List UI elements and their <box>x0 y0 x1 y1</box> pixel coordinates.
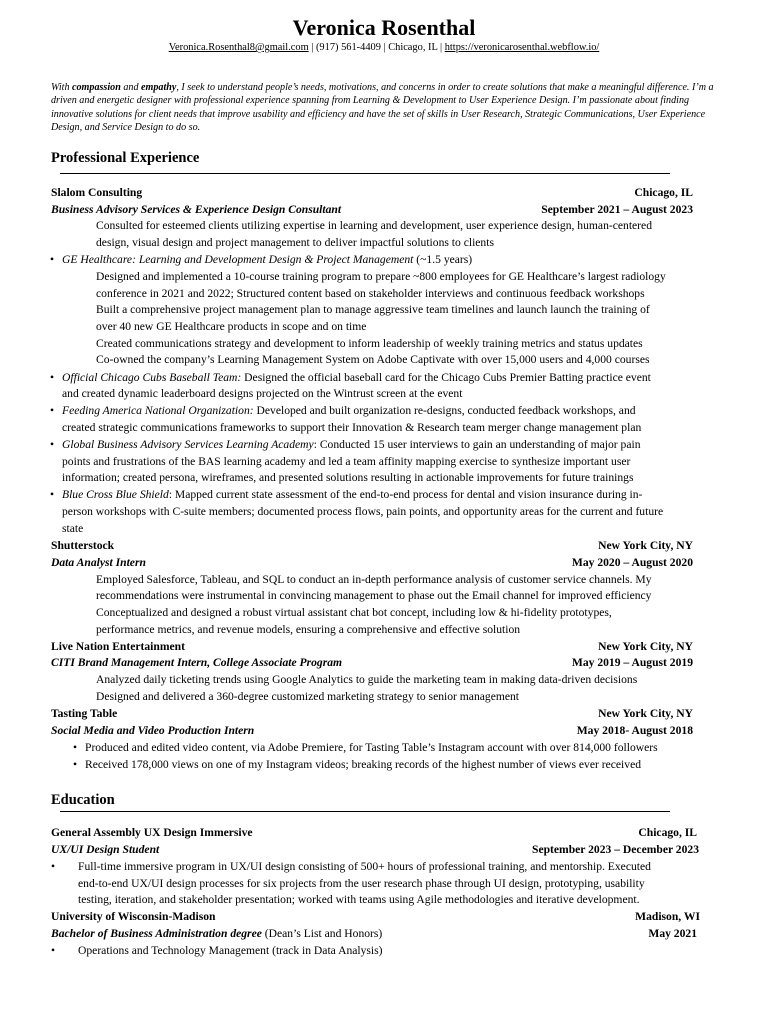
job-description-line: state <box>62 522 84 535</box>
bullet-icon: • <box>51 860 56 873</box>
job-role-row <box>51 723 693 740</box>
job-location: Chicago, IL <box>634 186 693 199</box>
project-label: Global Business Advisory Services Learning Academy <box>62 438 314 451</box>
summary-text: With <box>51 82 73 93</box>
job-description-line: Created communications strategy and development to inform leadership of weekly training metrics and status updates <box>96 337 643 350</box>
job-description-line: Consulted for esteemed clients utilizing expertise in learning and development, user experience design, human-centered <box>96 219 652 232</box>
project-text: Developed and built organization re-designs, conducted feedback workshops, and <box>253 404 636 417</box>
bullet-icon: • <box>50 488 55 501</box>
education-description-line: Full-time immersive program in UX/UI design consisting of 500+ hours of professional training, and mentorship. Executed <box>78 860 651 873</box>
job-description-line: created strategic communications frameworks to support their Innovation & Research team merger change management plan <box>62 421 642 434</box>
company-name: Shutterstock <box>51 539 115 552</box>
job-description-line: Employed Salesforce, Tableau, and SQL to conduct an in-depth performance analysis of customer service channels. My <box>96 573 652 586</box>
section-divider <box>60 811 670 812</box>
website-link[interactable]: https://veronicarosenthal.webflow.io/ <box>444 42 600 53</box>
job-description-line: points and frustrations of the BAS learning academy and led a team affinity mapping exercise to synthesize important user <box>62 455 631 468</box>
job-description-line: recommendations were instrumental in convincing management to phase out the Email channel for improved efficiency <box>96 589 652 602</box>
job-title: Data Analyst Intern <box>51 556 146 569</box>
summary-text: , I seek to understand people’s needs, motivations, and concerns in order to create solutions that make a meaningful difference. I’m a driven and energetic designer with professional experience spanning from Learning & Development to User Experience Design. I’m passionate about finding innovative solutions for client needs that improve usability and efficiency and have the set of skills in User Research, Strategic Communications, User Experience Design, and Service Design to do so. <box>51 82 714 134</box>
job-location: New York City, NY <box>598 640 693 653</box>
education-dates: September 2023 – December 2023 <box>532 843 699 856</box>
job-description-line: information; created persona, wireframes, and presented solutions resulting in actionable improvements for future trainings <box>62 471 634 484</box>
education-header-general-assembly <box>51 825 697 842</box>
job-title: CITI Brand Management Intern, College Associate Program <box>51 656 343 669</box>
degree-honors: (Dean’s List and Honors) <box>261 927 383 940</box>
contact-separator: | <box>308 42 316 53</box>
education-degree-row <box>51 926 697 943</box>
school-name: University of Wisconsin-Madison <box>51 910 216 923</box>
job-location: New York City, NY <box>598 539 693 552</box>
section-heading-experience: Professional Experience <box>51 150 200 166</box>
project-text: : Conducted 15 user interviews to gain an understanding of major pain <box>313 438 641 451</box>
project-label: Blue Cross Blue Shield <box>62 488 169 501</box>
job-dates: May 2018- August 2018 <box>576 724 693 737</box>
project-label: Official Chicago Cubs Baseball Team: <box>62 371 242 384</box>
phone-number: (917) 561-4409 <box>315 42 381 53</box>
project-label: GE Healthcare: Learning and Development Design & Project Management <box>62 253 414 266</box>
school-name: General Assembly UX Design Immersive <box>51 826 253 839</box>
education-description-line: Operations and Technology Management (track in Data Analysis) <box>78 944 383 957</box>
job-bullet-line: Produced and edited video content, via Adobe Premiere, for Tasting Table’s Instagram account with over 814,000 followers <box>85 741 658 754</box>
contact-line <box>0 41 768 55</box>
job-dates: May 2019 – August 2019 <box>571 656 693 669</box>
job-header-slalom <box>51 185 693 202</box>
job-bullet-line: Received 178,000 views on one of my Instagram videos; breaking records of the highest number of views ever received <box>85 758 642 771</box>
job-description-line: Analyzed daily ticketing trends using Google Analytics to guide the marketing team in making data-driven decisions <box>96 673 638 686</box>
job-header-live-nation <box>51 639 693 656</box>
company-name: Slalom Consulting <box>51 186 143 199</box>
degree-name: Bachelor of Business Administration degree <box>51 927 262 940</box>
bullet-icon: • <box>51 944 56 957</box>
summary-text: and <box>120 82 142 93</box>
job-description-line: performance metrics, and revenue models, ensuring a comprehensive and effective solution <box>96 623 521 636</box>
project-bcbs-line <box>62 487 642 504</box>
project-cubs-line <box>62 370 651 387</box>
education-dates: May 2021 <box>648 927 697 940</box>
job-role-row <box>51 202 693 219</box>
bullet-icon: • <box>50 438 55 451</box>
job-description-line: Co-owned the company’s Learning Management System on Adobe Captivate with over 15,000 users and 4,000 courses <box>96 353 650 366</box>
summary-emphasis: compassion <box>72 82 121 93</box>
bullet-icon: • <box>73 758 78 771</box>
contact-location: Chicago, IL <box>388 42 438 53</box>
company-name: Tasting Table <box>51 707 118 720</box>
bullet-icon: • <box>50 253 55 266</box>
project-duration: (~1.5 years) <box>413 253 473 266</box>
contact-separator: | <box>380 42 389 53</box>
summary-emphasis: empathy <box>141 82 177 93</box>
section-divider <box>60 173 670 174</box>
job-role-row <box>51 555 693 572</box>
job-description-line: person workshops with C-suite members; documented process flows, pain points, and opportunity areas for the current and future <box>62 505 664 518</box>
project-bas-academy-line <box>62 437 641 454</box>
job-description-line: design, visual design and project management to deliver impactful solutions to clients <box>96 236 494 249</box>
bullet-icon: • <box>50 371 55 384</box>
job-dates: May 2020 – August 2020 <box>571 556 693 569</box>
project-label: Feeding America National Organization: <box>62 404 254 417</box>
education-description-line: testing, iteration, and stakeholder presentation; worked with teams using Agile methodologies and iterative development. <box>78 893 640 906</box>
job-title: Social Media and Video Production Intern <box>51 724 255 737</box>
education-degree <box>51 926 382 943</box>
job-description-line: Conceptualized and designed a robust virtual assistant chat bot concept, including low & hi-fidelity prototypes, <box>96 606 612 619</box>
job-description-line: Designed and implemented a 10-course training program to prepare ~800 employees for GE Healthcare’s largest radiology <box>96 270 666 283</box>
school-location: Madison, WI <box>635 910 700 923</box>
company-name: Live Nation Entertainment <box>51 640 185 653</box>
job-location: New York City, NY <box>598 707 693 720</box>
job-description-line: Built a comprehensive project management plan to manage aggressive team timelines and launch launch the training of <box>96 303 650 316</box>
job-dates: September 2021 – August 2023 <box>541 203 693 216</box>
education-description-line: end-to-end UX/UI design processes for six projects from the user research phase through UI design, prototyping, usability <box>78 877 645 890</box>
education-role-row <box>51 842 699 859</box>
job-header-shutterstock <box>51 538 693 555</box>
job-title: Business Advisory Services & Experience Design Consultant <box>51 203 342 216</box>
job-role-row <box>51 655 693 672</box>
summary-paragraph <box>51 81 721 135</box>
project-ge-header <box>62 252 472 269</box>
email-link[interactable]: Veronica.Rosenthal8@gmail.com <box>168 42 309 53</box>
job-description-line: Designed and delivered a 360-degree customized marketing strategy to senior management <box>96 690 520 703</box>
contact-separator: | <box>437 42 445 53</box>
education-program: UX/UI Design Student <box>51 843 160 856</box>
bullet-icon: • <box>73 741 78 754</box>
bullet-icon: • <box>50 404 55 417</box>
school-location: Chicago, IL <box>638 826 697 839</box>
job-description-line: over 40 new GE Healthcare products in scope and on time <box>96 320 367 333</box>
job-header-tasting-table <box>51 706 693 723</box>
job-description-line: conference in 2021 and 2022; Structured content based on stakeholder interviews and continuous feedback workshops <box>96 287 645 300</box>
project-feeding-america-line <box>62 403 636 420</box>
education-header-uw-madison <box>51 909 700 926</box>
project-text: Designed the official baseball card for the Chicago Cubs Premier Batting practice event <box>241 371 651 384</box>
job-description-line: and created dynamic leaderboard designs projected on the Wintrust screen at the event <box>62 387 463 400</box>
project-text: : Mapped current state assessment of the end-to-end process for dental and vision insurance during in- <box>168 488 643 501</box>
candidate-name: Veronica Rosenthal <box>292 15 476 40</box>
section-heading-education: Education <box>51 792 115 808</box>
